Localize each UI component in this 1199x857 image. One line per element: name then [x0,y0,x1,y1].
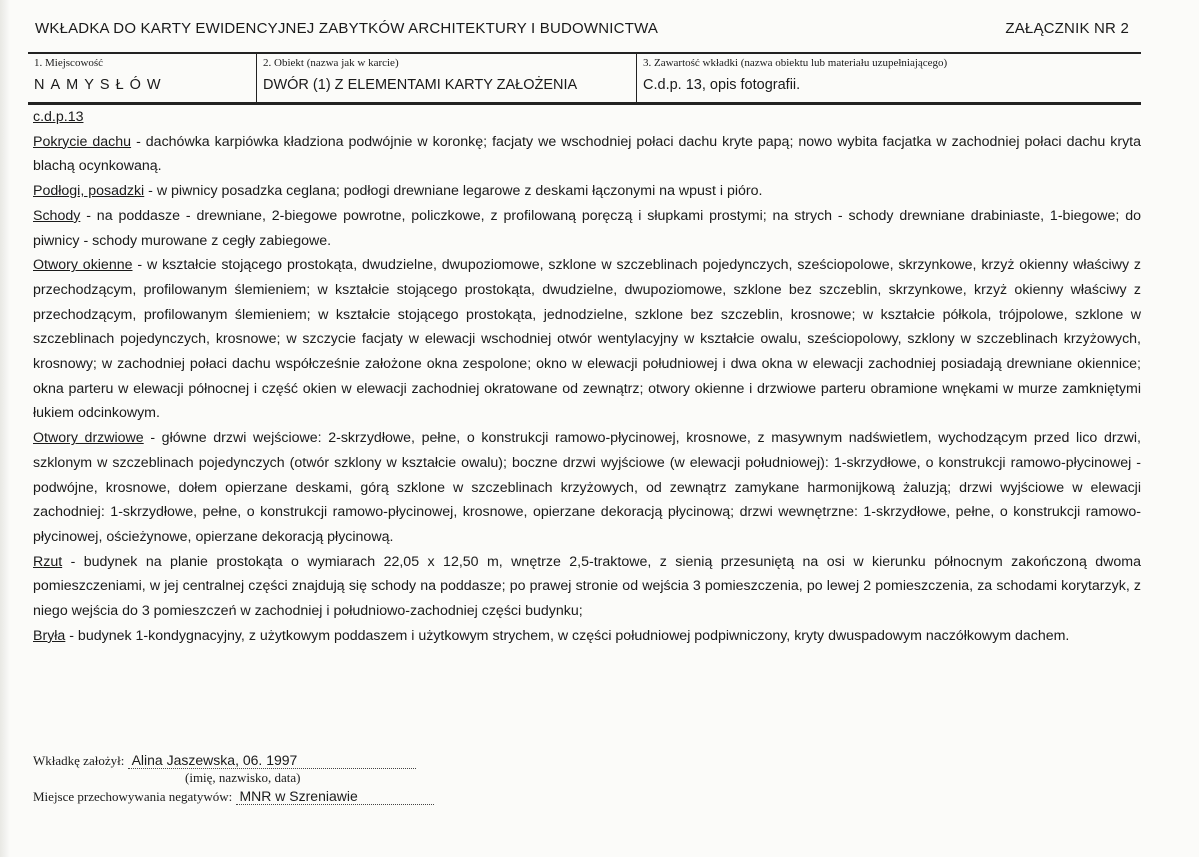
term-doors: Otwory drzwiowe [33,430,144,447]
author-value: Alina Jaszewska, 06. 1997 [128,752,416,769]
term-massing: Bryła [33,627,66,644]
section-reference: c.d.p.13 [33,109,84,125]
storage-label: Miejsce przechowywania negatywów: [33,789,233,804]
locality-label: 1. Miejscowość [34,57,104,69]
term-windows: Otwory okienne [33,257,133,274]
term-roof: Pokrycie dachu [33,133,132,150]
locality-field [28,54,257,102]
contents-value: C.d.p. 13, opis fotografii. [643,77,801,93]
paragraph-windows [33,253,1141,426]
text-roof: - dachówka karpiówka kładziona podwójnie w koronkę; facjaty we wschodniej połaci dachu kryte papą; nowo wybita facjatka w zachodniej połaci dachu kryta blachą ocynkowaną. [33,133,1141,175]
paragraph-massing [33,624,1141,649]
paragraph-stairs [33,204,1141,253]
text-doors: - główne drzwi wejściowe: 2-skrzydłowe, pełne, o konstrukcji ramowo-płycinowej, krosnowe, z masywnym nadświetlem, wychodzącym przed lico drzwi, szklonym w szczeblinach pojedynczych (otwór szklony w kształcie owalu); boczne drzwi wyjściowe (w elewacji południowej): 1-skrzydłowe, o konstrukcji ramowo-płycinowej - podwójne, krosnowe, dołem opierzane deskami, górą szklone w szczeblinach krzyżowych, od zewnątrz zamykane harmonijkową żaluzją; drzwi wyjściowe w elewacji zachodniej: 1-skrzydłowe, pełne, o konstrukcji ramowo-płycinowej, krosnowe, opierzane dekoracją płycinową; drzwi wewnętrzne: 1-skrzydłowe, pełne, o konstrukcji ramowo-płycinowej, ościeżynowe, opierzane dekoracją płycinową. [33,430,1141,545]
term-floors: Podłogi, posadzki [33,183,145,200]
term-plan: Rzut [33,553,63,570]
object-value: DWÓR (1) Z ELEMENTAMI KARTY ZAŁOŻENIA [263,77,578,93]
document-title: WKŁADKA DO KARTY EWIDENCYJNEJ ZABYTKÓW ARCHITEKTURY I BUDOWNICTWA [35,20,659,37]
description-body [33,105,1141,648]
paragraph-plan [33,550,1141,624]
contents-label: 3. Zawartość wkładki (nazwa obiektu lub materiału uzupełniającego) [643,57,948,69]
text-massing: - budynek 1-kondygnacyjny, z użytkowym poddaszem i użytkowym strychem, w części południowej podpiwniczony, kryty dwuspadowym naczółkowym dachem. [65,627,1070,644]
paragraph-doors [33,426,1141,550]
text-floors: - w piwnicy posadzka ceglana; podłogi drewniane legarowe z deskami łączonymi na wpust i pióro. [144,183,763,200]
document-footer [33,752,434,806]
document-header [35,20,1129,37]
locality-value: NAMYSŁÓW [34,77,167,93]
text-stairs: - na poddasze - drewniane, 2-biegowe powrotne, policzkowe, z profilowaną poręczą i słupkami prostymi; na strych - schody drewniane drabiniaste, 1-biegowe; do piwnicy - schody murowane z cegły zabiegowe. [33,207,1141,249]
text-plan: - budynek na planie prostokąta o wymiarach 22,05 x 12,50 m, wnętrze 2,5-traktowe, z sienią przesuniętą na osi w kierunku północnym zakończoną dwoma pomieszczeniami, w jej centralnej części znajdują się schody na poddasze; po prawej stronie od wejścia 3 pomieszczenia, po lewej 2 pomieszczenia, za schodami korytarzyk, z niego wejścia do 3 pomieszczeń w zachodniej i południowo-zachodniej części budynku; [33,553,1141,620]
annex-number: ZAŁĄCZNIK NR 2 [1005,20,1129,37]
author-hint: (imię, nazwisko, data) [185,770,301,785]
object-field [257,54,637,102]
header-fields [28,52,1141,105]
term-stairs: Schody [33,207,81,224]
text-windows: - w kształcie stojącego prostokąta, dwudzielne, dwupoziomowe, szklone w szczeblinach pojedynczych, sześciopolowe, skrzynkowe, krzyż okienny właściwy z przechodzącym, profilowanym ślemieniem; w kształcie stojącego prostokąta, dwudzielne, dwupoziomowe, szklone bez szczeblin, skrzynkowe, krzyż okienny właściwy z przechodzącym, profilowanym ślemieniem; w kształcie stojącego prostokąta, jednodzielne, szklone bez szczeblin, krosnowe; w kształcie półkola, trójpolowe, szklone w szczeblinach pojedynczych, krosnowe; w szczycie facjaty w elewacji wschodniej otwór wentylacyjny w kształcie owalu, sześciopolowy, szklony w szczeblinach krzyżowych, krosnowy; w zachodniej połaci dachu współcześnie założone okna zespolone; okno w elewacji południowej i dwa okna w elewacji zachodniej posiadają drewniane okiennice; okna parteru w elewacji północnej i część okien w elewacji zachodniej okratowane od zewnątrz; otwory okienne i drzwiowe parteru obramione wnękami w murze zamkniętymi łukiem odcinkowym. [33,257,1141,422]
object-label: 2. Obiekt (nazwa jak w karcie) [263,57,399,69]
contents-field [637,54,1141,102]
author-label: Wkładkę założył: [33,753,125,768]
storage-value: MNR w Szreniawie [236,788,434,805]
paragraph-floors [33,179,1141,204]
paragraph-roof [33,130,1141,179]
